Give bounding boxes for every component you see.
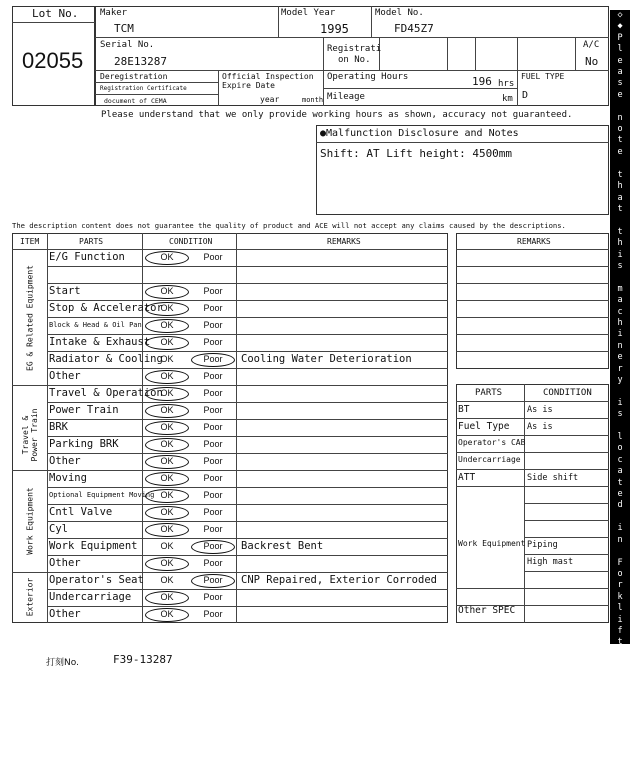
- poor-option[interactable]: Poor: [203, 354, 223, 364]
- poor-option[interactable]: Poor: [203, 592, 223, 602]
- ok-option[interactable]: OK: [160, 575, 174, 585]
- right-parts-header: PARTS: [475, 388, 503, 398]
- malfunction-title: ●Malfunction Disclosure and Notes: [320, 128, 519, 139]
- selected-condition-circle: [145, 608, 189, 622]
- side-note-text: ◇ ◆ P l e a s e n o t e t h a t t h i s m a c h i n e r y i s l o c a t e d i n F o r k l i f t P a r k i n g ◆ ◇: [617, 10, 623, 762]
- row-part-label: Other: [49, 557, 81, 569]
- selected-condition-circle: [145, 489, 189, 503]
- serial-value: 28E13287: [114, 55, 167, 68]
- selected-condition-circle: [145, 523, 189, 537]
- right-condition-value: High mast: [527, 557, 574, 567]
- poor-option[interactable]: Poor: [203, 558, 223, 568]
- poor-option[interactable]: Poor: [203, 507, 223, 517]
- row-part-label: E/G Function: [49, 251, 125, 263]
- poor-option[interactable]: Poor: [203, 473, 223, 483]
- row-part-label: Radiator & Cooling: [49, 353, 163, 365]
- poor-option[interactable]: Poor: [203, 286, 223, 296]
- parts-header: PARTS: [79, 237, 104, 246]
- selected-condition-circle: [145, 251, 189, 265]
- parts-grid-line: [456, 469, 609, 470]
- operating-hours-value: 196: [472, 75, 492, 88]
- poor-option[interactable]: Poor: [203, 371, 223, 381]
- selected-condition-circle: [145, 506, 189, 520]
- selected-condition-circle: [145, 557, 189, 571]
- selected-condition-circle: [145, 421, 189, 435]
- ok-option[interactable]: OK: [160, 524, 174, 534]
- model-year-value: 1995: [320, 22, 349, 36]
- condition-header: CONDITION: [169, 237, 213, 246]
- remark-line: [456, 249, 609, 250]
- right-part-label: ATT: [458, 472, 476, 483]
- group-label-exterior: Exterior: [25, 577, 35, 617]
- poor-option[interactable]: Poor: [203, 524, 223, 534]
- group-label-travel: Travel & Power Train: [21, 408, 39, 462]
- stamp-label: 打刻No.: [46, 658, 79, 668]
- selected-condition-circle: [145, 387, 189, 401]
- selected-condition-circle: [145, 404, 189, 418]
- ok-option[interactable]: OK: [160, 286, 174, 296]
- row-remark: Backrest Bent: [241, 540, 324, 552]
- poor-option[interactable]: Poor: [203, 303, 223, 313]
- item-header: ITEM: [20, 237, 40, 246]
- right-condition-value: As is: [527, 405, 553, 415]
- operating-hours-label: Operating Hours: [327, 72, 409, 82]
- km-unit: km: [502, 94, 513, 104]
- remark-line: [456, 300, 609, 301]
- remark-line: [456, 266, 609, 267]
- poor-option[interactable]: Poor: [203, 490, 223, 500]
- ok-option[interactable]: OK: [160, 371, 174, 381]
- right-part-label: Operator's CAB: [458, 438, 526, 447]
- parts-grid-line: [524, 554, 609, 555]
- poor-option[interactable]: Poor: [203, 388, 223, 398]
- parts-grid-line: [456, 418, 609, 419]
- official-inspection-label: Official Inspection: [222, 72, 314, 81]
- stamp-number: F39-13287: [113, 653, 173, 666]
- group-label-work: Work Equipment: [25, 487, 35, 555]
- cema-document-label: document of CEMA: [104, 97, 167, 105]
- poor-option[interactable]: Poor: [203, 609, 223, 619]
- fuel-type-value: D: [522, 90, 529, 101]
- registration-label-line1: Registrati: [327, 44, 382, 54]
- deregistration-label: Deregistration: [100, 72, 168, 81]
- ok-option[interactable]: OK: [160, 303, 174, 313]
- right-remarks-table: [456, 233, 609, 369]
- selected-condition-circle: [145, 319, 189, 333]
- row-part-label: Parking BRK: [49, 438, 119, 450]
- poor-option[interactable]: Poor: [203, 439, 223, 449]
- selected-condition-circle: [145, 285, 189, 299]
- registration-label-line2: on No.: [338, 55, 371, 65]
- malfunction-notes: Shift: AT Lift height: 4500mm: [320, 147, 513, 160]
- group-label-eg: EG & Related Equipment: [25, 265, 35, 371]
- selected-condition-circle: [145, 591, 189, 605]
- year-label: year: [260, 95, 280, 104]
- lot-number: 02055: [22, 48, 84, 73]
- row-part-label: Other: [49, 608, 81, 620]
- row-part-label: Moving: [49, 472, 87, 484]
- disclaimer: The description content does not guarantee the quality of product and ACE will not accept any claims caused by the descriptions.: [12, 221, 566, 230]
- parts-grid-line: [524, 571, 609, 572]
- maker-value: TCM: [114, 22, 134, 35]
- poor-option[interactable]: Poor: [203, 541, 223, 551]
- serial-label: Serial No.: [100, 40, 155, 50]
- working-hours-note: Please understand that we only provide working hours as shown, accuracy not guaranteed.: [101, 110, 573, 120]
- right-part-label: Undercarriage: [458, 455, 521, 464]
- row-part-label: Other: [49, 455, 81, 467]
- row-part-label: Stop & Accelerator: [49, 302, 163, 314]
- ac-label: A/C: [583, 40, 600, 50]
- ok-option[interactable]: OK: [160, 422, 174, 432]
- side-note-strip: [610, 10, 630, 762]
- row-part-label: Travel & Operation: [49, 387, 163, 399]
- remark-line: [456, 283, 609, 284]
- parts-grid-line: [456, 588, 609, 589]
- selected-condition-circle: [145, 472, 189, 486]
- ok-option[interactable]: OK: [160, 337, 174, 347]
- ok-option[interactable]: OK: [160, 609, 174, 619]
- poor-option[interactable]: Poor: [203, 575, 223, 585]
- parts-grid-line: [456, 452, 609, 453]
- row-part-label: Optional Equipment Moving: [49, 491, 155, 499]
- poor-option[interactable]: Poor: [203, 456, 223, 466]
- ok-option[interactable]: OK: [160, 252, 174, 262]
- selected-condition-circle: [191, 540, 235, 554]
- right-part-label: Work Equipment: [458, 539, 526, 548]
- mileage-label: Mileage: [327, 92, 365, 102]
- row-part-label: BRK: [49, 421, 68, 433]
- parts-grid-line: [456, 401, 609, 402]
- month-label: month: [302, 96, 324, 104]
- parts-grid-line: [456, 486, 609, 487]
- right-condition-header: CONDITION: [543, 388, 592, 398]
- poor-option[interactable]: Poor: [203, 337, 223, 347]
- ok-option[interactable]: OK: [160, 320, 174, 330]
- row-part-label: Other: [49, 370, 81, 382]
- row-part-label: Cntl Valve: [49, 506, 113, 518]
- poor-option[interactable]: Poor: [203, 252, 223, 262]
- remark-line: [456, 334, 609, 335]
- row-remark: CNP Repaired, Exterior Corroded: [241, 574, 437, 586]
- model-no-value: FD45Z7: [394, 22, 434, 35]
- parts-grid-line: [524, 503, 609, 504]
- right-condition-value: Side shift: [527, 473, 579, 483]
- expire-date-label: Expire Date: [222, 81, 275, 90]
- ok-option[interactable]: OK: [160, 507, 174, 517]
- row-part-label: Undercarriage: [49, 591, 132, 603]
- row-part-label: Block & Head & Oil Pan: [49, 321, 142, 329]
- ok-option[interactable]: OK: [160, 388, 174, 398]
- lot-label: Lot No.: [32, 7, 79, 20]
- remarks-header: REMARKS: [327, 237, 361, 246]
- parts-grid-line: [456, 435, 609, 436]
- row-part-label: Power Train: [49, 404, 119, 416]
- ok-option[interactable]: OK: [160, 558, 174, 568]
- poor-option[interactable]: Poor: [203, 320, 223, 330]
- maker-label: Maker: [100, 8, 128, 18]
- selected-condition-circle: [191, 353, 235, 367]
- ok-option[interactable]: OK: [160, 490, 174, 500]
- hrs-unit: hrs: [498, 79, 515, 89]
- selected-condition-circle: [191, 574, 235, 588]
- selected-condition-circle: [145, 438, 189, 452]
- selected-condition-circle: [145, 455, 189, 469]
- remark-line: [456, 317, 609, 318]
- row-part-label: Work Equipment: [49, 540, 138, 552]
- poor-option[interactable]: Poor: [203, 405, 223, 415]
- parts-grid-line: [524, 520, 609, 521]
- poor-option[interactable]: Poor: [203, 422, 223, 432]
- row-part-label: Cyl: [49, 523, 68, 535]
- right-part-label: Other SPEC: [458, 605, 516, 616]
- ok-option[interactable]: OK: [160, 541, 174, 551]
- model-no-label: Model No.: [375, 8, 424, 18]
- fuel-type-label: FUEL TYPE: [521, 72, 565, 81]
- right-remarks-header: REMARKS: [517, 237, 551, 246]
- ok-option[interactable]: OK: [160, 354, 174, 364]
- row-remark: Cooling Water Deterioration: [241, 353, 412, 365]
- right-condition-value: Piping: [527, 540, 558, 550]
- ok-option[interactable]: OK: [160, 439, 174, 449]
- registration-certificate-label: Registration Certificate: [100, 85, 187, 92]
- selected-condition-circle: [145, 336, 189, 350]
- row-part-label: Intake & Exhaust: [49, 336, 151, 348]
- ac-value: No: [585, 55, 599, 68]
- row-part-label: Start: [49, 285, 81, 297]
- right-part-label: BT: [458, 404, 470, 415]
- ok-option[interactable]: OK: [160, 592, 174, 602]
- ok-option[interactable]: OK: [160, 456, 174, 466]
- row-part-label: Operator's Seat: [49, 574, 144, 586]
- remark-line: [456, 351, 609, 352]
- selected-condition-circle: [145, 302, 189, 316]
- selected-condition-circle: [145, 370, 189, 384]
- parts-grid-line: [524, 537, 609, 538]
- model-year-label: Model Year: [281, 8, 336, 18]
- ok-option[interactable]: OK: [160, 405, 174, 415]
- ok-option[interactable]: OK: [160, 473, 174, 483]
- right-condition-value: As is: [527, 422, 553, 432]
- right-part-label: Fuel Type: [458, 421, 510, 432]
